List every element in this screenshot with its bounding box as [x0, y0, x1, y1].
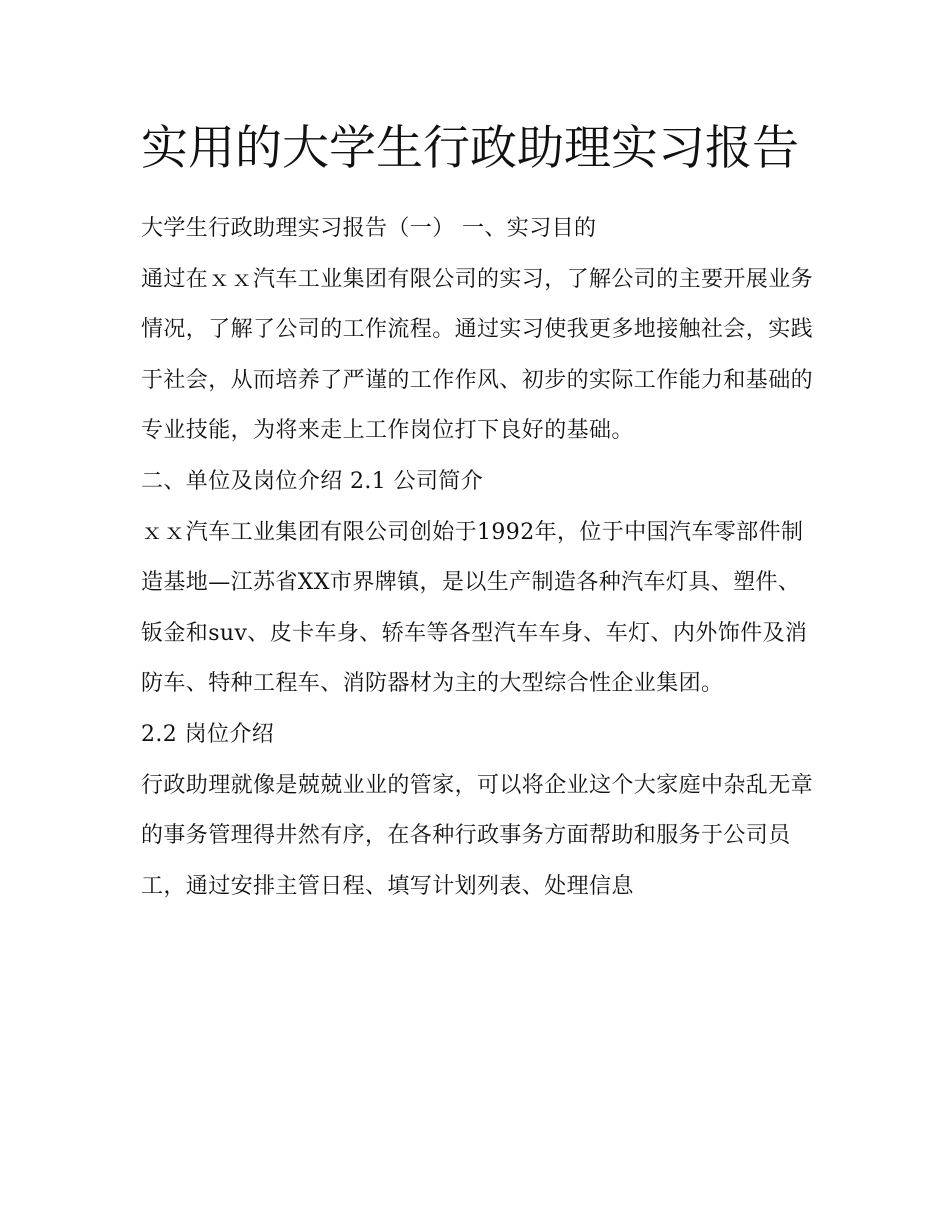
document-body: [141, 112, 813, 912]
paragraph-purpose: 通过在ｘｘ汽车工业集团有限公司的实习，了解公司的主要开展业务情况，了解了公司的工作流程。通过实习使我更多地接触社会，实践于社会，从而培养了严谨的工作作风、初步的实际工作能力和基础的专业技能，为将来走上工作岗位打下良好的基础。: [141, 266, 814, 444]
paragraph-company-intro: ｘｘ汽车工业集团有限公司创始于1992年，位于中国汽车零部件制造基地—江苏省XX市界牌镇，是以生产制造各种汽车灯具、塑件、钣金和suv、皮卡车身、轿车等各型汽车车身、车灯、内外饰件及消防车、特种工程车、消防器材为主的大型综合性企业集团。: [141, 519, 808, 697]
paragraph-position-intro: 行政助理就像是兢兢业业的管家，可以将企业这个大家庭中杂乱无章的事务管理得井然有序，在各种行政事务方面帮助和服务于公司员工，通过安排主管日程、填写计划列表、处理信息: [141, 772, 814, 899]
paragraph-position-heading: 2.2 岗位介绍: [141, 721, 275, 747]
paragraph-intro-heading: 大学生行政助理实习报告（一） 一、实习目的: [141, 216, 597, 241]
document-title: 实用的大学生行政助理实习报告: [141, 121, 799, 176]
paragraph-section-two-heading: 二、单位及岗位介绍 2.1 公司简介: [141, 468, 484, 494]
